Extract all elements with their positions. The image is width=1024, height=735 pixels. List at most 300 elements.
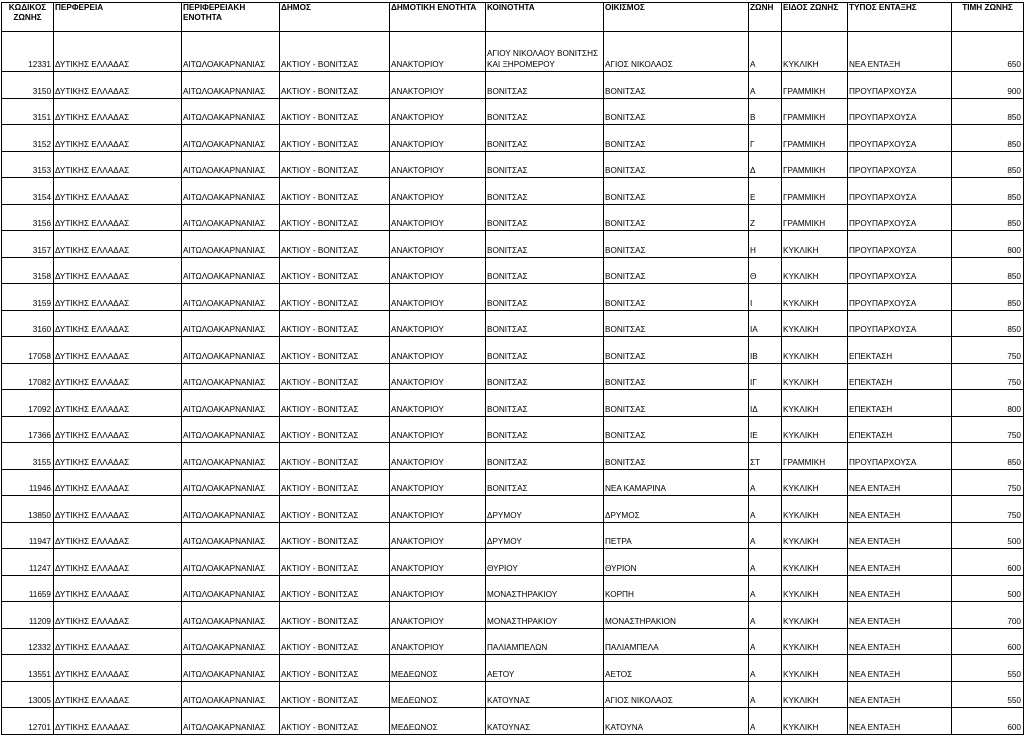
header-code: ΚΩΔΙΚΟΣ ΖΩΝΗΣ	[2, 3, 54, 32]
cell-code: 11947	[2, 522, 54, 549]
cell-settlement: ΑΓΙΟΣ ΝΙΚΟΛΑΟΣ	[604, 681, 749, 708]
cell-regional-unit: ΑΙΤΩΛΟΑΚΑΡΝΑΝΙΑΣ	[182, 125, 280, 152]
cell-settlement: ΒΟΝΙΤΣΑΣ	[604, 390, 749, 417]
cell-inclusion-type: ΠΡΟΥΠΑΡΧΟΥΣΑ	[848, 204, 952, 231]
cell-community: ΚΑΤΟΥΝΑΣ	[486, 681, 604, 708]
cell-zone-type: ΚΥΚΛΙΚΗ	[782, 655, 848, 682]
cell-price: 850	[952, 284, 1024, 311]
cell-zone: Γ	[749, 125, 782, 152]
cell-community: ΚΑΤΟΥΝΑΣ	[486, 708, 604, 735]
cell-price: 850	[952, 125, 1024, 152]
cell-region: ΔΥΤΙΚΗΣ ΕΛΛΑΔΑΣ	[54, 575, 182, 602]
cell-settlement: ΒΟΝΙΤΣΑΣ	[604, 98, 749, 125]
cell-municipal-unit: ΑΝΑΚΤΟΡΙΟΥ	[390, 628, 486, 655]
cell-code: 13005	[2, 681, 54, 708]
cell-zone: Α	[749, 655, 782, 682]
table-row	[2, 337, 1024, 364]
cell-region: ΔΥΤΙΚΗΣ ΕΛΛΑΔΑΣ	[54, 522, 182, 549]
table-row	[2, 549, 1024, 576]
cell-inclusion-type: ΕΠΕΚΤΑΣΗ	[848, 390, 952, 417]
cell-inclusion-type: ΠΡΟΥΠΑΡΧΟΥΣΑ	[848, 310, 952, 337]
cell-municipal-unit: ΑΝΑΚΤΟΡΙΟΥ	[390, 469, 486, 496]
cell-municipal-unit: ΑΝΑΚΤΟΡΙΟΥ	[390, 390, 486, 417]
cell-regional-unit: ΑΙΤΩΛΟΑΚΑΡΝΑΝΙΑΣ	[182, 284, 280, 311]
table-row	[2, 98, 1024, 125]
cell-code: 3159	[2, 284, 54, 311]
cell-settlement: ΚΟΡΠΗ	[604, 575, 749, 602]
cell-zone: Α	[749, 575, 782, 602]
cell-zone: Α	[749, 628, 782, 655]
cell-code: 13551	[2, 655, 54, 682]
cell-municipal-unit: ΑΝΑΚΤΟΡΙΟΥ	[390, 602, 486, 629]
cell-code: 3157	[2, 231, 54, 258]
cell-municipal-unit: ΑΝΑΚΤΟΡΙΟΥ	[390, 337, 486, 364]
cell-price: 850	[952, 257, 1024, 284]
cell-municipality: ΑΚΤΙΟΥ - ΒΟΝΙΤΣΑΣ	[280, 32, 390, 72]
table-row	[2, 416, 1024, 443]
cell-zone: Α	[749, 72, 782, 99]
cell-settlement: ΚΑΤΟΥΝΑ	[604, 708, 749, 735]
cell-regional-unit: ΑΙΤΩΛΟΑΚΑΡΝΑΝΙΑΣ	[182, 72, 280, 99]
cell-price: 750	[952, 416, 1024, 443]
table-row	[2, 231, 1024, 258]
cell-zone-type: ΚΥΚΛΙΚΗ	[782, 469, 848, 496]
cell-region: ΔΥΤΙΚΗΣ ΕΛΛΑΔΑΣ	[54, 284, 182, 311]
table-row	[2, 178, 1024, 205]
cell-community: ΒΟΝΙΤΣΑΣ	[486, 72, 604, 99]
cell-regional-unit: ΑΙΤΩΛΟΑΚΑΡΝΑΝΙΑΣ	[182, 708, 280, 735]
cell-region: ΔΥΤΙΚΗΣ ΕΛΛΑΔΑΣ	[54, 681, 182, 708]
cell-zone-type: ΚΥΚΛΙΚΗ	[782, 390, 848, 417]
cell-zone-type: ΓΡΑΜΜΙΚΗ	[782, 178, 848, 205]
cell-municipal-unit: ΑΝΑΚΤΟΡΙΟΥ	[390, 522, 486, 549]
cell-zone: Δ	[749, 151, 782, 178]
cell-settlement: ΠΑΛΙΑΜΠΕΛΑ	[604, 628, 749, 655]
cell-regional-unit: ΑΙΤΩΛΟΑΚΑΡΝΑΝΙΑΣ	[182, 443, 280, 470]
cell-community: ΒΟΝΙΤΣΑΣ	[486, 178, 604, 205]
header-zone-type: ΕΙΔΟΣ ΖΩΝΗΣ	[782, 3, 848, 32]
cell-settlement: ΝΕΑ ΚΑΜΑΡΙΝΑ	[604, 469, 749, 496]
header-price: ΤΙΜΗ ΖΩΝΗΣ	[952, 3, 1024, 32]
cell-zone-type: ΚΥΚΛΙΚΗ	[782, 284, 848, 311]
cell-code: 3151	[2, 98, 54, 125]
cell-region: ΔΥΤΙΚΗΣ ΕΛΛΑΔΑΣ	[54, 655, 182, 682]
table-row	[2, 363, 1024, 390]
table-row	[2, 151, 1024, 178]
table-row	[2, 32, 1024, 72]
cell-region: ΔΥΤΙΚΗΣ ΕΛΛΑΔΑΣ	[54, 257, 182, 284]
cell-municipality: ΑΚΤΙΟΥ - ΒΟΝΙΤΣΑΣ	[280, 390, 390, 417]
cell-community: ΒΟΝΙΤΣΑΣ	[486, 257, 604, 284]
table-row	[2, 681, 1024, 708]
cell-community: ΑΓΙΟΥ ΝΙΚΟΛΑΟΥ ΒΟΝΙΤΣΗΣ ΚΑΙ ΞΗΡΟΜΕΡΟΥ	[486, 32, 604, 72]
cell-community: ΑΕΤΟΥ	[486, 655, 604, 682]
cell-municipal-unit: ΑΝΑΚΤΟΡΙΟΥ	[390, 151, 486, 178]
cell-community: ΠΑΛΙΑΜΠΕΛΩΝ	[486, 628, 604, 655]
cell-regional-unit: ΑΙΤΩΛΟΑΚΑΡΝΑΝΙΑΣ	[182, 363, 280, 390]
cell-municipal-unit: ΑΝΑΚΤΟΡΙΟΥ	[390, 178, 486, 205]
cell-zone-type: ΚΥΚΛΙΚΗ	[782, 602, 848, 629]
cell-code: 17058	[2, 337, 54, 364]
table-row	[2, 469, 1024, 496]
cell-zone-type: ΚΥΚΛΙΚΗ	[782, 257, 848, 284]
cell-settlement: ΠΕΤΡΑ	[604, 522, 749, 549]
cell-municipality: ΑΚΤΙΟΥ - ΒΟΝΙΤΣΑΣ	[280, 178, 390, 205]
cell-community: ΔΡΥΜΟΥ	[486, 496, 604, 523]
cell-community: ΒΟΝΙΤΣΑΣ	[486, 363, 604, 390]
cell-community: ΒΟΝΙΤΣΑΣ	[486, 310, 604, 337]
cell-municipal-unit: ΜΕΔΕΩΝΟΣ	[390, 655, 486, 682]
cell-regional-unit: ΑΙΤΩΛΟΑΚΑΡΝΑΝΙΑΣ	[182, 549, 280, 576]
cell-zone-type: ΚΥΚΛΙΚΗ	[782, 32, 848, 72]
cell-regional-unit: ΑΙΤΩΛΟΑΚΑΡΝΑΝΙΑΣ	[182, 310, 280, 337]
cell-zone: Α	[749, 549, 782, 576]
cell-region: ΔΥΤΙΚΗΣ ΕΛΛΑΔΑΣ	[54, 549, 182, 576]
cell-inclusion-type: ΠΡΟΥΠΑΡΧΟΥΣΑ	[848, 284, 952, 311]
cell-region: ΔΥΤΙΚΗΣ ΕΛΛΑΔΑΣ	[54, 416, 182, 443]
cell-price: 650	[952, 32, 1024, 72]
cell-municipality: ΑΚΤΙΟΥ - ΒΟΝΙΤΣΑΣ	[280, 151, 390, 178]
cell-zone: Η	[749, 231, 782, 258]
cell-price: 750	[952, 363, 1024, 390]
cell-community: ΒΟΝΙΤΣΑΣ	[486, 151, 604, 178]
cell-municipality: ΑΚΤΙΟΥ - ΒΟΝΙΤΣΑΣ	[280, 655, 390, 682]
cell-zone-type: ΚΥΚΛΙΚΗ	[782, 681, 848, 708]
cell-community: ΒΟΝΙΤΣΑΣ	[486, 390, 604, 417]
cell-zone: Α	[749, 469, 782, 496]
cell-zone-type: ΓΡΑΜΜΙΚΗ	[782, 72, 848, 99]
cell-municipality: ΑΚΤΙΟΥ - ΒΟΝΙΤΣΑΣ	[280, 231, 390, 258]
cell-price: 700	[952, 602, 1024, 629]
cell-settlement: ΒΟΝΙΤΣΑΣ	[604, 257, 749, 284]
cell-code: 17082	[2, 363, 54, 390]
cell-municipality: ΑΚΤΙΟΥ - ΒΟΝΙΤΣΑΣ	[280, 204, 390, 231]
cell-price: 750	[952, 496, 1024, 523]
cell-region: ΔΥΤΙΚΗΣ ΕΛΛΑΔΑΣ	[54, 496, 182, 523]
cell-zone-type: ΚΥΚΛΙΚΗ	[782, 337, 848, 364]
header-municipal-unit: ΔΗΜΟΤΙΚΗ ΕΝΟΤΗΤΑ	[390, 3, 486, 32]
table-body	[2, 32, 1024, 735]
cell-regional-unit: ΑΙΤΩΛΟΑΚΑΡΝΑΝΙΑΣ	[182, 469, 280, 496]
cell-inclusion-type: ΝΕΑ ΕΝΤΑΞΗ	[848, 602, 952, 629]
header-inclusion-type: ΤΥΠΟΣ ΕΝΤΑΞΗΣ	[848, 3, 952, 32]
cell-regional-unit: ΑΙΤΩΛΟΑΚΑΡΝΑΝΙΑΣ	[182, 681, 280, 708]
cell-regional-unit: ΑΙΤΩΛΟΑΚΑΡΝΑΝΙΑΣ	[182, 151, 280, 178]
cell-zone-type: ΚΥΚΛΙΚΗ	[782, 310, 848, 337]
cell-region: ΔΥΤΙΚΗΣ ΕΛΛΑΔΑΣ	[54, 337, 182, 364]
table-row	[2, 496, 1024, 523]
cell-zone-type: ΓΡΑΜΜΙΚΗ	[782, 125, 848, 152]
cell-zone: Α	[749, 681, 782, 708]
cell-municipal-unit: ΜΕΔΕΩΝΟΣ	[390, 708, 486, 735]
cell-regional-unit: ΑΙΤΩΛΟΑΚΑΡΝΑΝΙΑΣ	[182, 178, 280, 205]
cell-zone-type: ΓΡΑΜΜΙΚΗ	[782, 98, 848, 125]
cell-community: ΔΡΥΜΟΥ	[486, 522, 604, 549]
cell-price: 600	[952, 708, 1024, 735]
cell-code: 12701	[2, 708, 54, 735]
cell-code: 11247	[2, 549, 54, 576]
cell-settlement: ΒΟΝΙΤΣΑΣ	[604, 337, 749, 364]
cell-price: 550	[952, 681, 1024, 708]
cell-region: ΔΥΤΙΚΗΣ ΕΛΛΑΔΑΣ	[54, 602, 182, 629]
cell-inclusion-type: ΕΠΕΚΤΑΣΗ	[848, 363, 952, 390]
cell-zone: Ζ	[749, 204, 782, 231]
cell-municipality: ΑΚΤΙΟΥ - ΒΟΝΙΤΣΑΣ	[280, 549, 390, 576]
cell-municipality: ΑΚΤΙΟΥ - ΒΟΝΙΤΣΑΣ	[280, 416, 390, 443]
cell-zone: Β	[749, 98, 782, 125]
table-row	[2, 284, 1024, 311]
cell-zone: ΙΓ	[749, 363, 782, 390]
cell-region: ΔΥΤΙΚΗΣ ΕΛΛΑΔΑΣ	[54, 443, 182, 470]
cell-municipal-unit: ΑΝΑΚΤΟΡΙΟΥ	[390, 416, 486, 443]
cell-municipal-unit: ΑΝΑΚΤΟΡΙΟΥ	[390, 125, 486, 152]
cell-inclusion-type: ΠΡΟΥΠΑΡΧΟΥΣΑ	[848, 178, 952, 205]
cell-community: ΒΟΝΙΤΣΑΣ	[486, 231, 604, 258]
cell-community: ΒΟΝΙΤΣΑΣ	[486, 98, 604, 125]
cell-inclusion-type: ΝΕΑ ΕΝΤΑΞΗ	[848, 496, 952, 523]
cell-community: ΒΟΝΙΤΣΑΣ	[486, 125, 604, 152]
cell-municipal-unit: ΑΝΑΚΤΟΡΙΟΥ	[390, 257, 486, 284]
cell-zone: ΙΕ	[749, 416, 782, 443]
cell-community: ΒΟΝΙΤΣΑΣ	[486, 284, 604, 311]
cell-code: 12331	[2, 32, 54, 72]
cell-region: ΔΥΤΙΚΗΣ ΕΛΛΑΔΑΣ	[54, 628, 182, 655]
cell-municipality: ΑΚΤΙΟΥ - ΒΟΝΙΤΣΑΣ	[280, 443, 390, 470]
cell-zone: Θ	[749, 257, 782, 284]
cell-inclusion-type: ΝΕΑ ΕΝΤΑΞΗ	[848, 655, 952, 682]
cell-zone: Α	[749, 496, 782, 523]
cell-municipal-unit: ΑΝΑΚΤΟΡΙΟΥ	[390, 231, 486, 258]
cell-regional-unit: ΑΙΤΩΛΟΑΚΑΡΝΑΝΙΑΣ	[182, 522, 280, 549]
cell-zone-type: ΚΥΚΛΙΚΗ	[782, 628, 848, 655]
table-row	[2, 390, 1024, 417]
cell-price: 800	[952, 390, 1024, 417]
cell-municipal-unit: ΑΝΑΚΤΟΡΙΟΥ	[390, 363, 486, 390]
cell-code: 3154	[2, 178, 54, 205]
cell-municipality: ΑΚΤΙΟΥ - ΒΟΝΙΤΣΑΣ	[280, 708, 390, 735]
cell-municipality: ΑΚΤΙΟΥ - ΒΟΝΙΤΣΑΣ	[280, 681, 390, 708]
cell-inclusion-type: ΝΕΑ ΕΝΤΑΞΗ	[848, 628, 952, 655]
cell-code: 3152	[2, 125, 54, 152]
cell-settlement: ΑΕΤΟΣ	[604, 655, 749, 682]
cell-zone-type: ΚΥΚΛΙΚΗ	[782, 416, 848, 443]
cell-municipality: ΑΚΤΙΟΥ - ΒΟΝΙΤΣΑΣ	[280, 522, 390, 549]
cell-municipal-unit: ΜΕΔΕΩΝΟΣ	[390, 681, 486, 708]
cell-zone-type: ΓΡΑΜΜΙΚΗ	[782, 204, 848, 231]
cell-settlement: ΒΟΝΙΤΣΑΣ	[604, 231, 749, 258]
cell-price: 550	[952, 655, 1024, 682]
cell-zone-type: ΓΡΑΜΜΙΚΗ	[782, 151, 848, 178]
cell-zone: Α	[749, 602, 782, 629]
cell-regional-unit: ΑΙΤΩΛΟΑΚΑΡΝΑΝΙΑΣ	[182, 628, 280, 655]
cell-municipality: ΑΚΤΙΟΥ - ΒΟΝΙΤΣΑΣ	[280, 363, 390, 390]
cell-regional-unit: ΑΙΤΩΛΟΑΚΑΡΝΑΝΙΑΣ	[182, 98, 280, 125]
cell-municipality: ΑΚΤΙΟΥ - ΒΟΝΙΤΣΑΣ	[280, 575, 390, 602]
cell-region: ΔΥΤΙΚΗΣ ΕΛΛΑΔΑΣ	[54, 178, 182, 205]
cell-zone: ΣΤ	[749, 443, 782, 470]
cell-price: 850	[952, 98, 1024, 125]
cell-municipal-unit: ΑΝΑΚΤΟΡΙΟΥ	[390, 496, 486, 523]
table-row	[2, 257, 1024, 284]
cell-municipality: ΑΚΤΙΟΥ - ΒΟΝΙΤΣΑΣ	[280, 257, 390, 284]
cell-municipality: ΑΚΤΙΟΥ - ΒΟΝΙΤΣΑΣ	[280, 72, 390, 99]
cell-region: ΔΥΤΙΚΗΣ ΕΛΛΑΔΑΣ	[54, 151, 182, 178]
table-row	[2, 628, 1024, 655]
cell-municipality: ΑΚΤΙΟΥ - ΒΟΝΙΤΣΑΣ	[280, 310, 390, 337]
cell-region: ΔΥΤΙΚΗΣ ΕΛΛΑΔΑΣ	[54, 231, 182, 258]
table-row	[2, 310, 1024, 337]
cell-settlement: ΒΟΝΙΤΣΑΣ	[604, 125, 749, 152]
cell-code: 17366	[2, 416, 54, 443]
cell-settlement: ΒΟΝΙΤΣΑΣ	[604, 284, 749, 311]
cell-municipal-unit: ΑΝΑΚΤΟΡΙΟΥ	[390, 204, 486, 231]
cell-regional-unit: ΑΙΤΩΛΟΑΚΑΡΝΑΝΙΑΣ	[182, 602, 280, 629]
cell-community: ΒΟΝΙΤΣΑΣ	[486, 337, 604, 364]
cell-municipal-unit: ΑΝΑΚΤΟΡΙΟΥ	[390, 549, 486, 576]
cell-code: 11209	[2, 602, 54, 629]
cell-community: ΒΟΝΙΤΣΑΣ	[486, 416, 604, 443]
cell-municipality: ΑΚΤΙΟΥ - ΒΟΝΙΤΣΑΣ	[280, 337, 390, 364]
table-row	[2, 522, 1024, 549]
cell-regional-unit: ΑΙΤΩΛΟΑΚΑΡΝΑΝΙΑΣ	[182, 390, 280, 417]
cell-community: ΜΟΝΑΣΤΗΡΑΚΙΟΥ	[486, 602, 604, 629]
cell-zone-type: ΓΡΑΜΜΙΚΗ	[782, 443, 848, 470]
zone-prices-table	[1, 2, 1024, 735]
table-header-row	[2, 3, 1024, 32]
cell-settlement: ΒΟΝΙΤΣΑΣ	[604, 178, 749, 205]
cell-regional-unit: ΑΙΤΩΛΟΑΚΑΡΝΑΝΙΑΣ	[182, 257, 280, 284]
cell-inclusion-type: ΝΕΑ ΕΝΤΑΞΗ	[848, 575, 952, 602]
cell-zone-type: ΚΥΚΛΙΚΗ	[782, 496, 848, 523]
table-row	[2, 204, 1024, 231]
table-row	[2, 125, 1024, 152]
cell-price: 850	[952, 204, 1024, 231]
cell-code: 11659	[2, 575, 54, 602]
cell-community: ΘΥΡΙΟΥ	[486, 549, 604, 576]
cell-price: 850	[952, 151, 1024, 178]
cell-region: ΔΥΤΙΚΗΣ ΕΛΛΑΔΑΣ	[54, 125, 182, 152]
cell-code: 3156	[2, 204, 54, 231]
cell-zone: Α	[749, 32, 782, 72]
header-community: ΚΟΙΝΟΤΗΤΑ	[486, 3, 604, 32]
cell-municipal-unit: ΑΝΑΚΤΟΡΙΟΥ	[390, 72, 486, 99]
cell-zone-type: ΚΥΚΛΙΚΗ	[782, 549, 848, 576]
cell-inclusion-type: ΕΠΕΚΤΑΣΗ	[848, 416, 952, 443]
cell-zone: ΙΑ	[749, 310, 782, 337]
cell-region: ΔΥΤΙΚΗΣ ΕΛΛΑΔΑΣ	[54, 363, 182, 390]
table-row	[2, 655, 1024, 682]
cell-regional-unit: ΑΙΤΩΛΟΑΚΑΡΝΑΝΙΑΣ	[182, 231, 280, 258]
cell-inclusion-type: ΠΡΟΥΠΑΡΧΟΥΣΑ	[848, 257, 952, 284]
cell-region: ΔΥΤΙΚΗΣ ΕΛΛΑΔΑΣ	[54, 310, 182, 337]
header-settlement: ΟΙΚΙΣΜΟΣ	[604, 3, 749, 32]
cell-price: 500	[952, 522, 1024, 549]
cell-price: 900	[952, 72, 1024, 99]
cell-region: ΔΥΤΙΚΗΣ ΕΛΛΑΔΑΣ	[54, 390, 182, 417]
cell-zone: Α	[749, 522, 782, 549]
cell-region: ΔΥΤΙΚΗΣ ΕΛΛΑΔΑΣ	[54, 98, 182, 125]
cell-price: 600	[952, 549, 1024, 576]
cell-inclusion-type: ΠΡΟΥΠΑΡΧΟΥΣΑ	[848, 443, 952, 470]
header-region: ΠΕΡΦΕΡΕΙΑ	[54, 3, 182, 32]
cell-zone: Α	[749, 708, 782, 735]
cell-regional-unit: ΑΙΤΩΛΟΑΚΑΡΝΑΝΙΑΣ	[182, 575, 280, 602]
cell-community: ΒΟΝΙΤΣΑΣ	[486, 469, 604, 496]
table-row	[2, 72, 1024, 99]
cell-inclusion-type: ΝΕΑ ΕΝΤΑΞΗ	[848, 549, 952, 576]
cell-settlement: ΒΟΝΙΤΣΑΣ	[604, 363, 749, 390]
header-regional-unit: ΠΕΡΙΦΕΡΕΙΑΚΗ ΕΝΟΤΗΤΑ	[182, 3, 280, 32]
cell-municipality: ΑΚΤΙΟΥ - ΒΟΝΙΤΣΑΣ	[280, 98, 390, 125]
cell-municipality: ΑΚΤΙΟΥ - ΒΟΝΙΤΣΑΣ	[280, 125, 390, 152]
cell-municipal-unit: ΑΝΑΚΤΟΡΙΟΥ	[390, 575, 486, 602]
cell-inclusion-type: ΝΕΑ ΕΝΤΑΞΗ	[848, 708, 952, 735]
cell-code: 11946	[2, 469, 54, 496]
cell-price: 500	[952, 575, 1024, 602]
cell-zone-type: ΚΥΚΛΙΚΗ	[782, 363, 848, 390]
cell-inclusion-type: ΠΡΟΥΠΑΡΧΟΥΣΑ	[848, 151, 952, 178]
cell-zone-type: ΚΥΚΛΙΚΗ	[782, 575, 848, 602]
cell-municipality: ΑΚΤΙΟΥ - ΒΟΝΙΤΣΑΣ	[280, 602, 390, 629]
cell-regional-unit: ΑΙΤΩΛΟΑΚΑΡΝΑΝΙΑΣ	[182, 337, 280, 364]
cell-settlement: ΒΟΝΙΤΣΑΣ	[604, 204, 749, 231]
cell-municipality: ΑΚΤΙΟΥ - ΒΟΝΙΤΣΑΣ	[280, 496, 390, 523]
table-row	[2, 575, 1024, 602]
cell-inclusion-type: ΠΡΟΥΠΑΡΧΟΥΣΑ	[848, 72, 952, 99]
cell-region: ΔΥΤΙΚΗΣ ΕΛΛΑΔΑΣ	[54, 204, 182, 231]
cell-municipal-unit: ΑΝΑΚΤΟΡΙΟΥ	[390, 98, 486, 125]
cell-price: 850	[952, 178, 1024, 205]
cell-inclusion-type: ΝΕΑ ΕΝΤΑΞΗ	[848, 522, 952, 549]
cell-municipal-unit: ΑΝΑΚΤΟΡΙΟΥ	[390, 443, 486, 470]
cell-municipality: ΑΚΤΙΟΥ - ΒΟΝΙΤΣΑΣ	[280, 469, 390, 496]
cell-municipal-unit: ΑΝΑΚΤΟΡΙΟΥ	[390, 32, 486, 72]
cell-inclusion-type: ΠΡΟΥΠΑΡΧΟΥΣΑ	[848, 98, 952, 125]
cell-regional-unit: ΑΙΤΩΛΟΑΚΑΡΝΑΝΙΑΣ	[182, 32, 280, 72]
cell-regional-unit: ΑΙΤΩΛΟΑΚΑΡΝΑΝΙΑΣ	[182, 204, 280, 231]
cell-zone: Ι	[749, 284, 782, 311]
cell-settlement: ΜΟΝΑΣΤΗΡΑΚΙΟΝ	[604, 602, 749, 629]
cell-zone: ΙΔ	[749, 390, 782, 417]
cell-settlement: ΘΥΡΙΟΝ	[604, 549, 749, 576]
cell-settlement: ΑΓΙΟΣ ΝΙΚΟΛΑΟΣ	[604, 32, 749, 72]
cell-zone: ΙΒ	[749, 337, 782, 364]
cell-regional-unit: ΑΙΤΩΛΟΑΚΑΡΝΑΝΙΑΣ	[182, 416, 280, 443]
cell-region: ΔΥΤΙΚΗΣ ΕΛΛΑΔΑΣ	[54, 469, 182, 496]
cell-code: 17092	[2, 390, 54, 417]
cell-code: 3158	[2, 257, 54, 284]
header-zone: ΖΩΝΗ	[749, 3, 782, 32]
cell-municipality: ΑΚΤΙΟΥ - ΒΟΝΙΤΣΑΣ	[280, 284, 390, 311]
cell-code: 3160	[2, 310, 54, 337]
cell-price: 750	[952, 469, 1024, 496]
table-row	[2, 708, 1024, 735]
table-row	[2, 443, 1024, 470]
cell-zone: Ε	[749, 178, 782, 205]
cell-settlement: ΒΟΝΙΤΣΑΣ	[604, 310, 749, 337]
cell-zone-type: ΚΥΚΛΙΚΗ	[782, 708, 848, 735]
cell-inclusion-type: ΝΕΑ ΕΝΤΑΞΗ	[848, 469, 952, 496]
cell-community: ΒΟΝΙΤΣΑΣ	[486, 204, 604, 231]
cell-price: 600	[952, 628, 1024, 655]
cell-community: ΜΟΝΑΣΤΗΡΑΚΙΟΥ	[486, 575, 604, 602]
cell-municipality: ΑΚΤΙΟΥ - ΒΟΝΙΤΣΑΣ	[280, 628, 390, 655]
cell-price: 850	[952, 443, 1024, 470]
cell-inclusion-type: ΝΕΑ ΕΝΤΑΞΗ	[848, 32, 952, 72]
cell-price: 800	[952, 231, 1024, 258]
header-municipality: ΔΗΜΟΣ	[280, 3, 390, 32]
cell-price: 750	[952, 337, 1024, 364]
